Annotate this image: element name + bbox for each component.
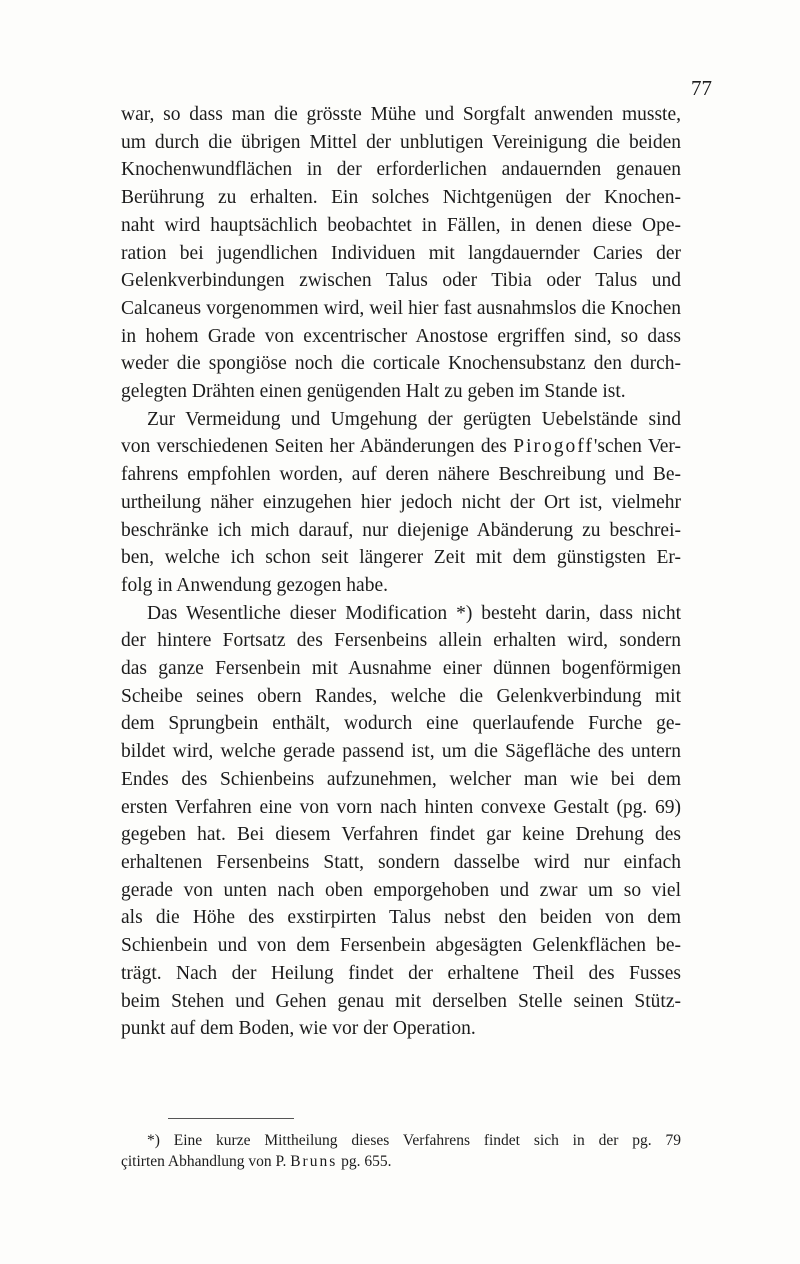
text-line: dem Sprungbein enthält, wodurch eine querlaufende Furche ge-: [121, 713, 681, 735]
text-line: Knochenwundflächen in der erforderlichen andauernden genauen: [121, 159, 681, 181]
footnote-text: çitirten Abhandlung von P.: [121, 1153, 291, 1170]
text-line: um durch die übrigen Mittel der unblutigen Vereinigung die beiden: [121, 131, 681, 153]
text-line: punkt auf dem Boden, wie vor der Operation.: [121, 1018, 476, 1040]
text-line: ben, welche ich schon seit längerer Zeit mit dem günstigsten Er-: [121, 547, 681, 569]
text-line: trägt. Nach der Heilung findet der erhaltene Theil des Fusses: [121, 962, 681, 984]
text-line: als die Höhe des exstirpirten Talus nebst den beiden von dem: [121, 907, 681, 929]
text-line: gegeben hat. Bei diesem Verfahren findet gar keine Drehung des: [121, 824, 681, 846]
text-line: folg in Anwendung gezogen habe.: [121, 574, 388, 596]
author-name-spaced: Bruns: [290, 1153, 338, 1170]
text-line: naht wird hauptsächlich beobachtet in Fällen, in denen diese Ope-: [121, 214, 681, 236]
page-number: 77: [691, 76, 712, 100]
footnote-divider: [168, 1118, 294, 1119]
text-line: Gelenkverbindungen zwischen Talus oder Tibia oder Talus und: [121, 270, 681, 292]
text-line: beim Stehen und Gehen genau mit derselben Stelle seinen Stütz-: [121, 990, 681, 1012]
text-line: ersten Verfahren eine von vorn nach hinten convexe Gestalt (pg. 69): [121, 796, 681, 818]
text-line: Schienbein und von dem Fersenbein abgesägten Gelenkflächen be-: [121, 935, 681, 957]
text-line: urtheilung näher einzugehen hier jedoch nicht der Ort ist, vielmehr: [121, 491, 681, 513]
text-line: der hintere Fortsatz des Fersenbeins allein erhalten wird, sondern: [121, 630, 681, 652]
text-line: ration bei jugendlichen Individuen mit langdauernder Caries der: [121, 242, 681, 264]
footnote-line: *) Eine kurze Mittheilung dieses Verfahrens findet sich in der pg. 79: [147, 1132, 681, 1149]
text-line: das ganze Fersenbein mit Ausnahme einer dünnen bogenförmigen: [121, 658, 681, 680]
text-line: in hohem Grade von excentrischer Anostose ergriffen sind, so dass: [121, 325, 681, 347]
paragraph-start-line: Zur Vermeidung und Umgehung der gerügten Uebelstände sind: [147, 408, 681, 430]
body-text: [121, 101, 681, 1043]
text-line: weder die spongiöse noch die corticale Knochensubstanz den durch-: [121, 353, 681, 375]
line-text: 'schen Ver-: [593, 436, 682, 458]
footnote-text: pg. 655.: [337, 1153, 392, 1170]
text-line: gerade von unten nach oben emporgehoben und zwar um so viel: [121, 879, 681, 901]
text-line: erhaltenen Fersenbeins Statt, sondern dasselbe wird nur einfach: [121, 851, 681, 873]
text-line: Scheibe seines obern Randes, welche die Gelenkverbindung mit: [121, 685, 681, 707]
text-line: bildet wird, welche gerade passend ist, um die Sägefläche des untern: [121, 741, 681, 763]
text-line: war, so dass man die grösste Mühe und Sorgfalt anwenden musste,: [121, 104, 681, 125]
text-line: gelegten Drähten einen genügenden Halt zu geben im Stande ist.: [121, 381, 626, 403]
line-text: von verschiedenen Seiten her Abänderungen des: [121, 436, 514, 458]
text-line: Calcaneus vorgenommen wird, weil hier fast ausnahmslos die Knochen: [121, 297, 681, 319]
text-line: fahrens empfohlen worden, auf deren nähere Beschreibung und Be-: [121, 464, 681, 486]
author-name-spaced: Pirogoff: [513, 436, 594, 458]
paragraph-start-line: Das Wesentliche dieser Modification *) besteht darin, dass nicht: [147, 602, 681, 624]
text-line: Berührung zu erhalten. Ein solches Nichtgenügen der Knochen-: [121, 187, 681, 209]
text-line: Endes des Schienbeins aufzunehmen, welcher man wie bei dem: [121, 768, 681, 790]
text-line: beschränke ich mich darauf, nur diejenige Abänderung zu beschrei-: [121, 519, 681, 541]
footnote: [121, 1130, 681, 1172]
footnote-line: [121, 1151, 681, 1172]
text-line: [121, 433, 681, 461]
